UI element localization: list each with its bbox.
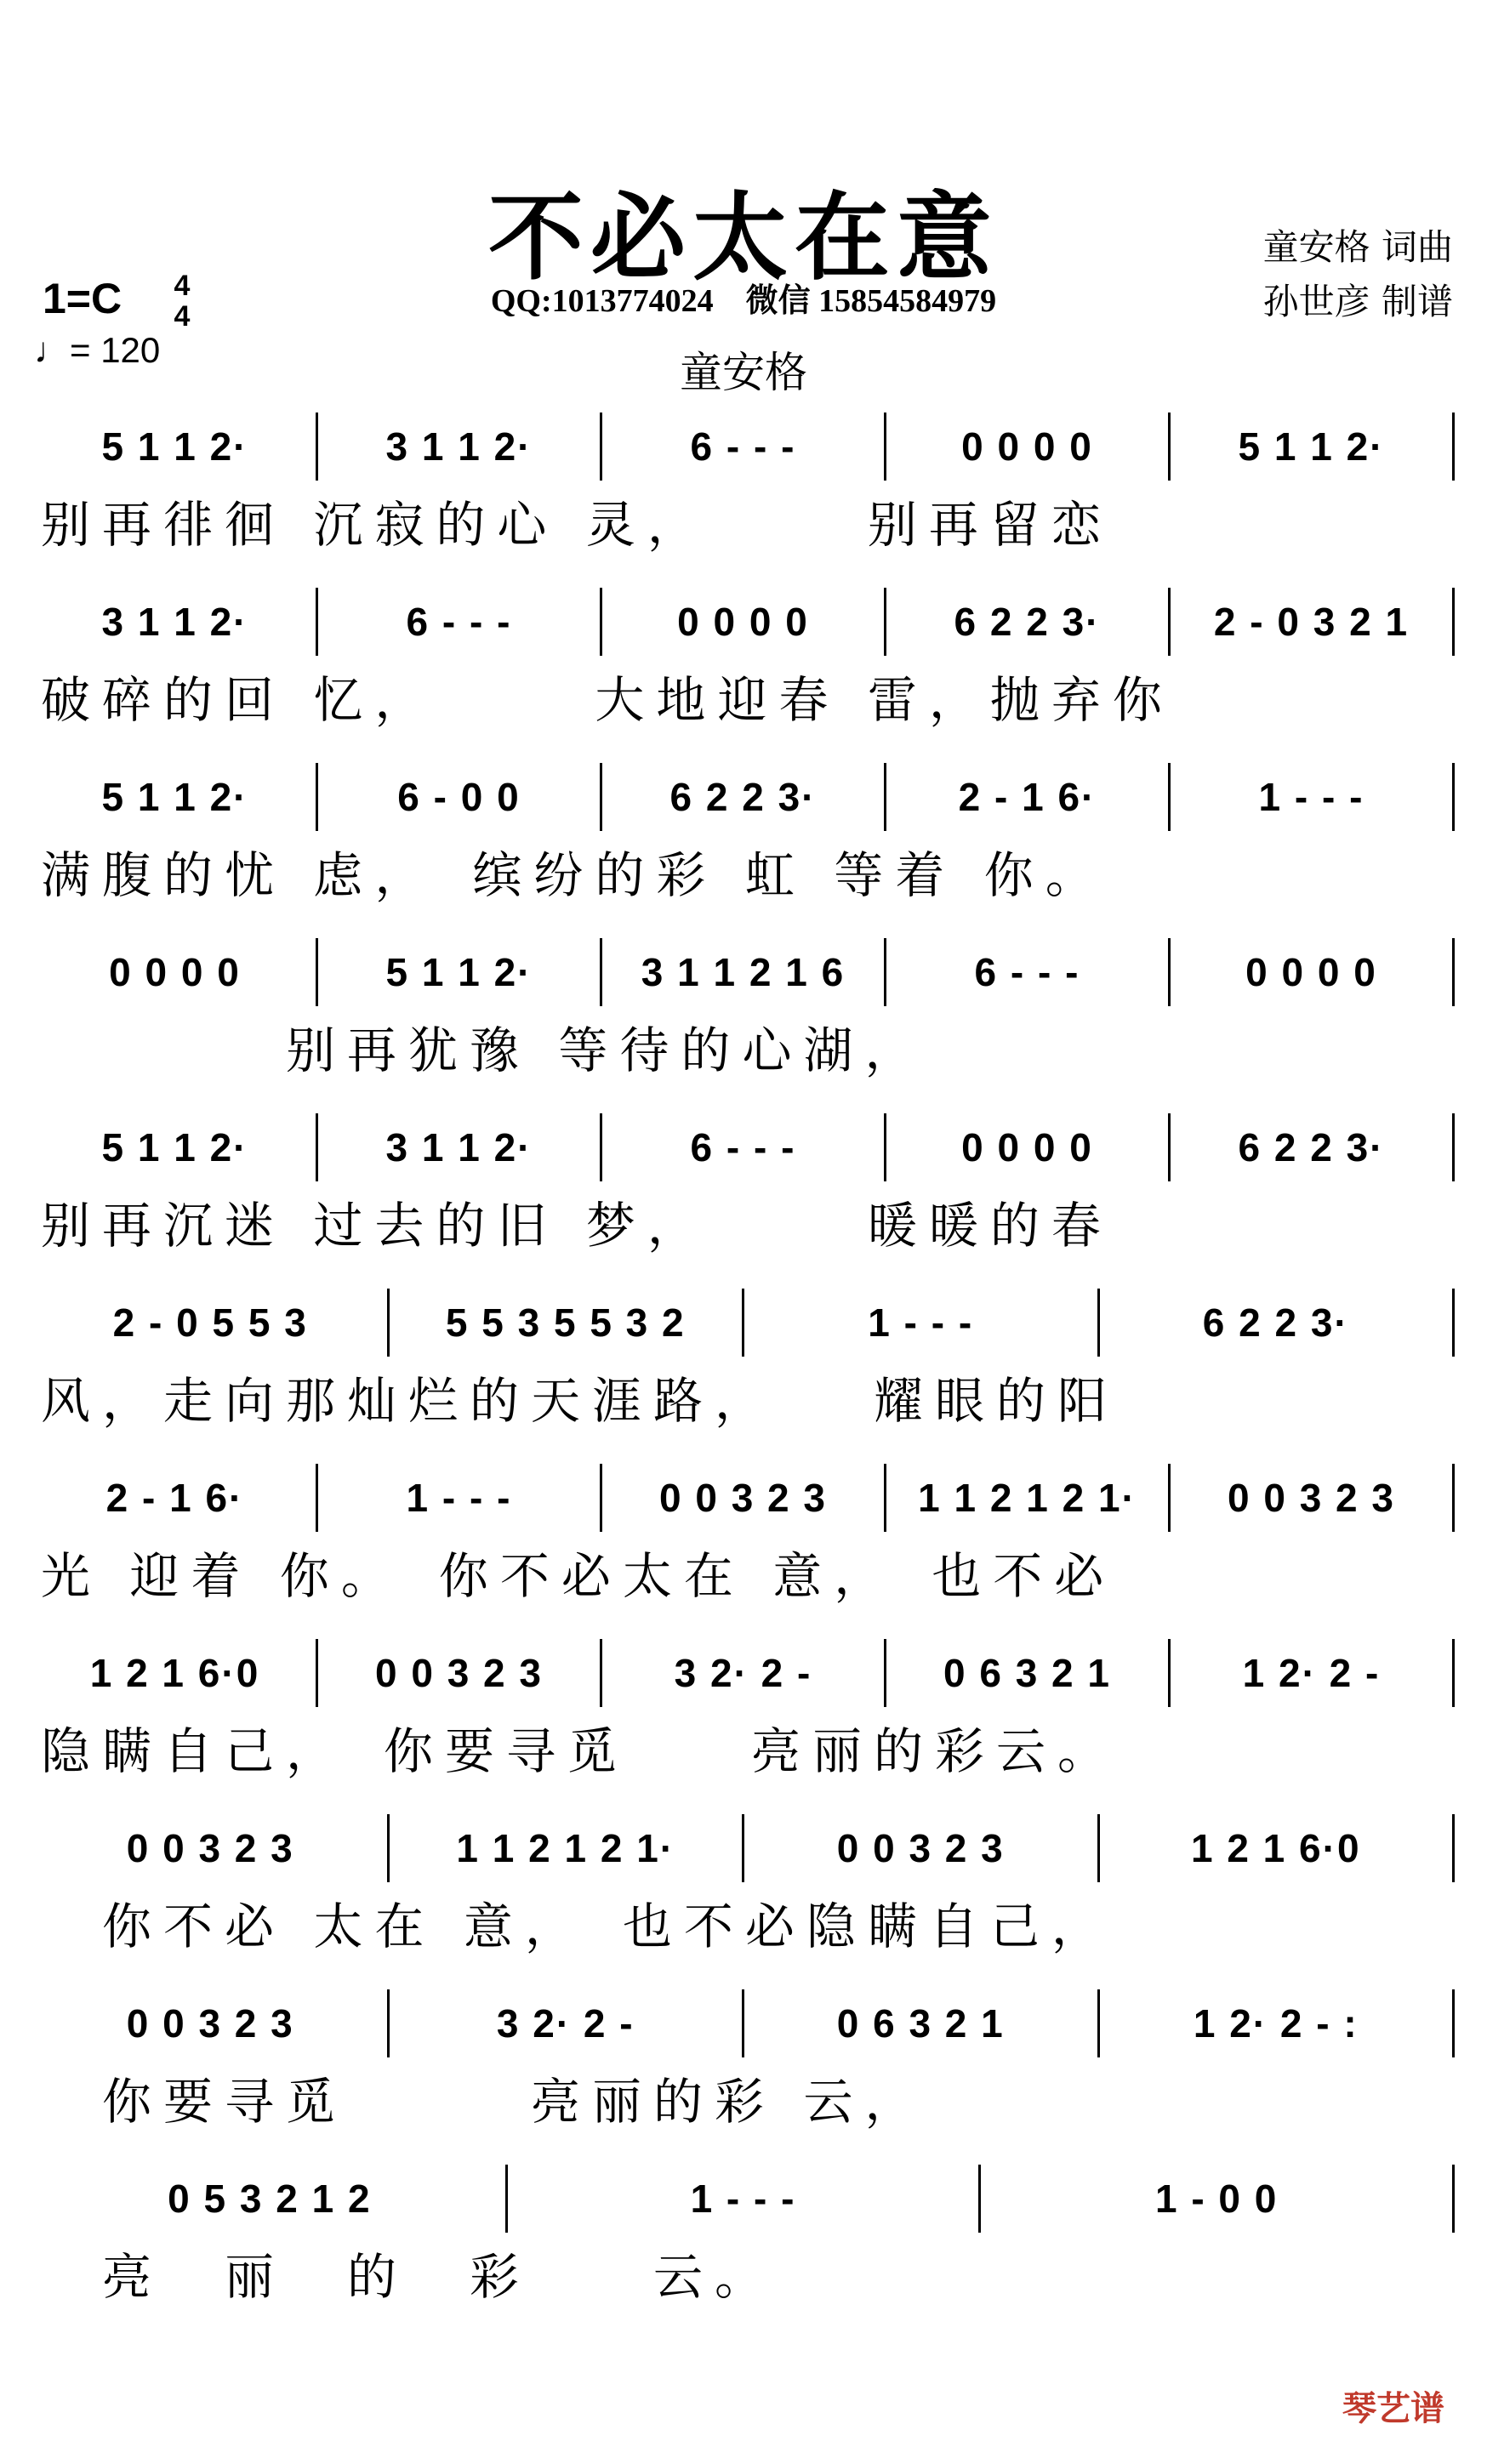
measure: 6 - - -: [886, 938, 1171, 1006]
measure: 0 0 0 0: [1171, 938, 1455, 1006]
score-header: [0, 0, 1487, 400]
notes-line: [34, 2160, 1455, 2237]
measure: 1 2 1 6·0: [1100, 1814, 1456, 1882]
score-row: [34, 1635, 1455, 1810]
measure: 3 1 1 2 1 6: [602, 938, 886, 1006]
lyric-line: 别再犹豫 等待的心湖，: [41, 1021, 926, 1079]
score-row: [34, 2160, 1455, 2336]
tempo-marking: ♩= 120: [34, 330, 161, 370]
measure: 2 - 0 3 2 1: [1171, 588, 1455, 656]
singer-name: 童安格: [680, 348, 807, 397]
measure: 0 0 0 0: [34, 938, 318, 1006]
score-row: [34, 1985, 1455, 2160]
score-row: [34, 1109, 1455, 1284]
measure: 0 0 3 2 3: [318, 1639, 602, 1707]
lyrics-music-credit: 童安格 词曲: [1262, 226, 1453, 268]
notation-credit: 孙世彦 制谱: [1262, 281, 1453, 322]
lyric-line: 别再沉迷 过去的旧 梦， 暖暖的春: [41, 1197, 1113, 1255]
measure: 1 2· 2 -: [1171, 1639, 1455, 1707]
notes-line: [34, 1109, 1455, 1186]
notes-line: [34, 1810, 1455, 1886]
measure: 5 1 1 2·: [1171, 413, 1455, 481]
lyric-line: 亮 丽 的 彩 云。: [41, 2248, 777, 2306]
measure: 6 2 2 3·: [1100, 1289, 1456, 1357]
measure: 1 - - -: [744, 1289, 1100, 1357]
measure: 0 0 3 2 3: [744, 1814, 1100, 1882]
measure: 3 2· 2 -: [602, 1639, 886, 1707]
measure: 6 2 2 3·: [602, 763, 886, 831]
score-row: [34, 934, 1455, 1109]
lyric-line: 风，走向那灿烂的天涯路， 耀眼的阳: [41, 1372, 1120, 1430]
measure: 3 2· 2 -: [390, 1989, 745, 2057]
measure: 6 2 2 3·: [886, 588, 1171, 656]
lyric-line: 你不必 太在 意， 也不必隐瞒自己，: [41, 1898, 1113, 1955]
measure: 3 1 1 2·: [34, 588, 318, 656]
score-row: [34, 1810, 1455, 1985]
score-body: [34, 408, 1455, 2336]
meter-top: 4: [174, 270, 191, 302]
measure: 5 1 1 2·: [34, 1113, 318, 1181]
time-signature: [165, 270, 199, 332]
watermark-logo: 琴艺谱: [1342, 2389, 1444, 2428]
score-row: [34, 759, 1455, 934]
lyric-line: 光 迎着 你。 你不必太在 意， 也不必: [41, 1547, 1116, 1605]
lyric-line: 破碎的回 忆， 大地迎春 雷，抛弃你: [41, 671, 1174, 729]
measure: 2 - 1 6·: [886, 763, 1171, 831]
measure: 0 0 0 0: [886, 413, 1171, 481]
measure: 5 1 1 2·: [34, 413, 318, 481]
measure: 1 - - -: [508, 2165, 982, 2233]
lyric-line: 你要寻觅 亮丽的彩 云，: [41, 2073, 926, 2131]
measure: 6 - 0 0: [318, 763, 602, 831]
notes-line: [34, 759, 1455, 835]
lyric-line: 隐瞒自己， 你要寻觅 亮丽的彩云。: [41, 1722, 1120, 1780]
notes-line: [34, 934, 1455, 1010]
measure: 1 - 0 0: [981, 2165, 1455, 2233]
measure: 0 6 3 2 1: [744, 1989, 1100, 2057]
measure: 1 1 2 1 2 1·: [886, 1464, 1171, 1532]
lyric-line: 别再徘徊 沉寂的心 灵， 别再留恋: [41, 496, 1113, 554]
measure: 0 0 0 0: [602, 588, 886, 656]
notes-line: [34, 1460, 1455, 1536]
measure: 1 2 1 6·0: [34, 1639, 318, 1707]
meter-bottom: 4: [174, 300, 191, 333]
notes-line: [34, 1985, 1455, 2062]
notes-line: [34, 583, 1455, 660]
measure: 0 0 3 2 3: [602, 1464, 886, 1532]
measure: 1 - - -: [318, 1464, 602, 1532]
measure: 3 1 1 2·: [318, 1113, 602, 1181]
score-row: [34, 583, 1455, 759]
measure: 2 - 0 5 5 3: [34, 1289, 390, 1357]
notes-line: [34, 1284, 1455, 1361]
measure: 1 1 2 1 2 1·: [390, 1814, 745, 1882]
measure: 2 - 1 6·: [34, 1464, 318, 1532]
score-row: [34, 1284, 1455, 1460]
measure: 0 0 3 2 3: [1171, 1464, 1455, 1532]
score-row: [34, 408, 1455, 583]
measure: 6 - - -: [602, 413, 886, 481]
score-row: [34, 1460, 1455, 1635]
measure: 6 - - -: [318, 588, 602, 656]
measure: 5 1 1 2·: [318, 938, 602, 1006]
measure: 3 1 1 2·: [318, 413, 602, 481]
song-title: 不必太在意: [488, 182, 999, 293]
measure: 6 - - -: [602, 1113, 886, 1181]
measure: 6 2 2 3·: [1171, 1113, 1455, 1181]
measure: 1 2· 2 - :: [1100, 1989, 1456, 2057]
notes-line: [34, 1635, 1455, 1711]
measure: 0 0 3 2 3: [34, 1989, 390, 2057]
measure: 0 0 0 0: [886, 1113, 1171, 1181]
measure: 0 0 3 2 3: [34, 1814, 390, 1882]
measure: 5 5 3 5 5 3 2: [390, 1289, 745, 1357]
notes-line: [34, 408, 1455, 485]
measure: 1 - - -: [1171, 763, 1455, 831]
measure: 0 6 3 2 1: [886, 1639, 1171, 1707]
lyric-line: 满腹的忧 虑， 缤纷的彩 虹 等着 你。: [41, 846, 1107, 904]
measure: 0 5 3 2 1 2: [34, 2165, 508, 2233]
contact-info: QQ:1013774024 微信 15854584979: [490, 283, 997, 319]
measure: 5 1 1 2·: [34, 763, 318, 831]
key-signature: 1=C: [43, 275, 122, 322]
